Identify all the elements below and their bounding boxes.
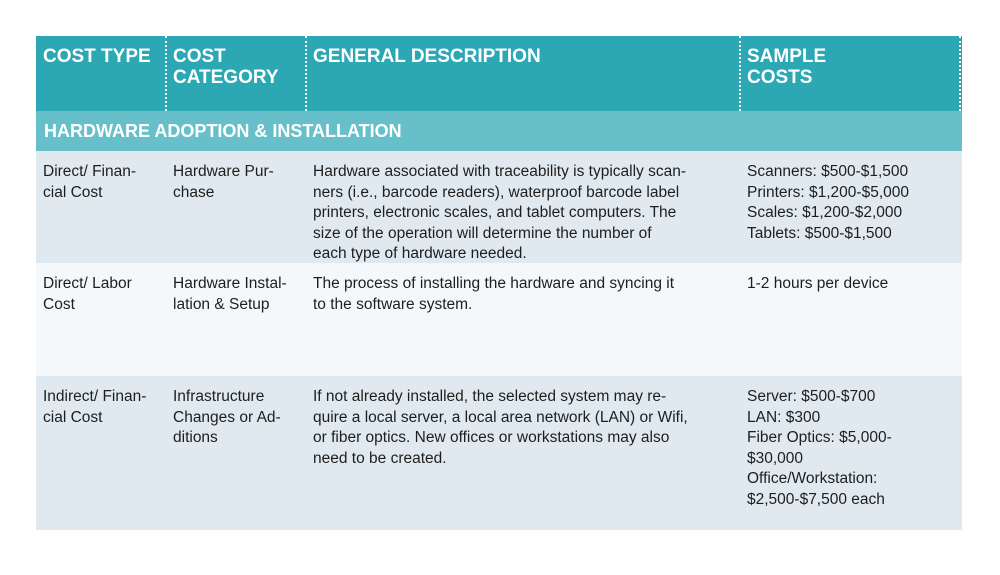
description-cell: The process of installing the hardware and syncing it to the software system.: [313, 275, 675, 313]
table-row: [36, 263, 962, 376]
cost-type-cell: Direct/ Labor Cost: [43, 275, 132, 313]
header-sample-costs: SAMPLE COSTS: [747, 46, 827, 88]
header-general-description: GENERAL DESCRIPTION: [313, 46, 541, 67]
sample-costs-cell: Server: $500-$700 LAN: $300 Fiber Optics: $5,000- $30,000 Office/Workstation: $2,500-$7,500 each: [747, 388, 892, 508]
cost-category-cell: Hardware Pur- chase: [173, 163, 274, 201]
header-cost-category: COST CATEGORY: [173, 46, 279, 88]
cost-category-cell: Infrastructure Changes or Ad- ditions: [173, 388, 281, 446]
header-divider: [739, 36, 741, 111]
cost-type-cell: Indirect/ Finan- cial Cost: [43, 388, 147, 426]
header-divider: [959, 36, 961, 111]
table-row: [36, 376, 962, 530]
header-cost-type: COST TYPE: [43, 46, 151, 67]
cost-category-cell: Hardware Instal- lation & Setup: [173, 275, 287, 313]
table-header: [36, 36, 962, 111]
sample-costs-cell: 1-2 hours per device: [747, 275, 889, 292]
cost-table: [36, 36, 962, 530]
cost-type-cell: Direct/ Finan- cial Cost: [43, 163, 137, 201]
description-cell: Hardware associated with traceability is typically scan- ners (i.e., barcode readers), waterproof barcode label printers, electronic scales, and tablet computers. The size of the operation will determine the number of each type of hardware needed.: [313, 163, 687, 262]
description-cell: If not already installed, the selected system may re- quire a local server, a local area network (LAN) or Wifi, or fiber optics. New offices or workstations may also need to be created.: [313, 388, 688, 467]
section-title: HARDWARE ADOPTION & INSTALLATION: [36, 111, 962, 151]
table-row: [36, 151, 962, 263]
header-divider: [165, 36, 167, 111]
header-divider: [305, 36, 307, 111]
sample-costs-cell: Scanners: $500-$1,500 Printers: $1,200-$5,000 Scales: $1,200-$2,000 Tablets: $500-$1,500: [747, 163, 909, 242]
